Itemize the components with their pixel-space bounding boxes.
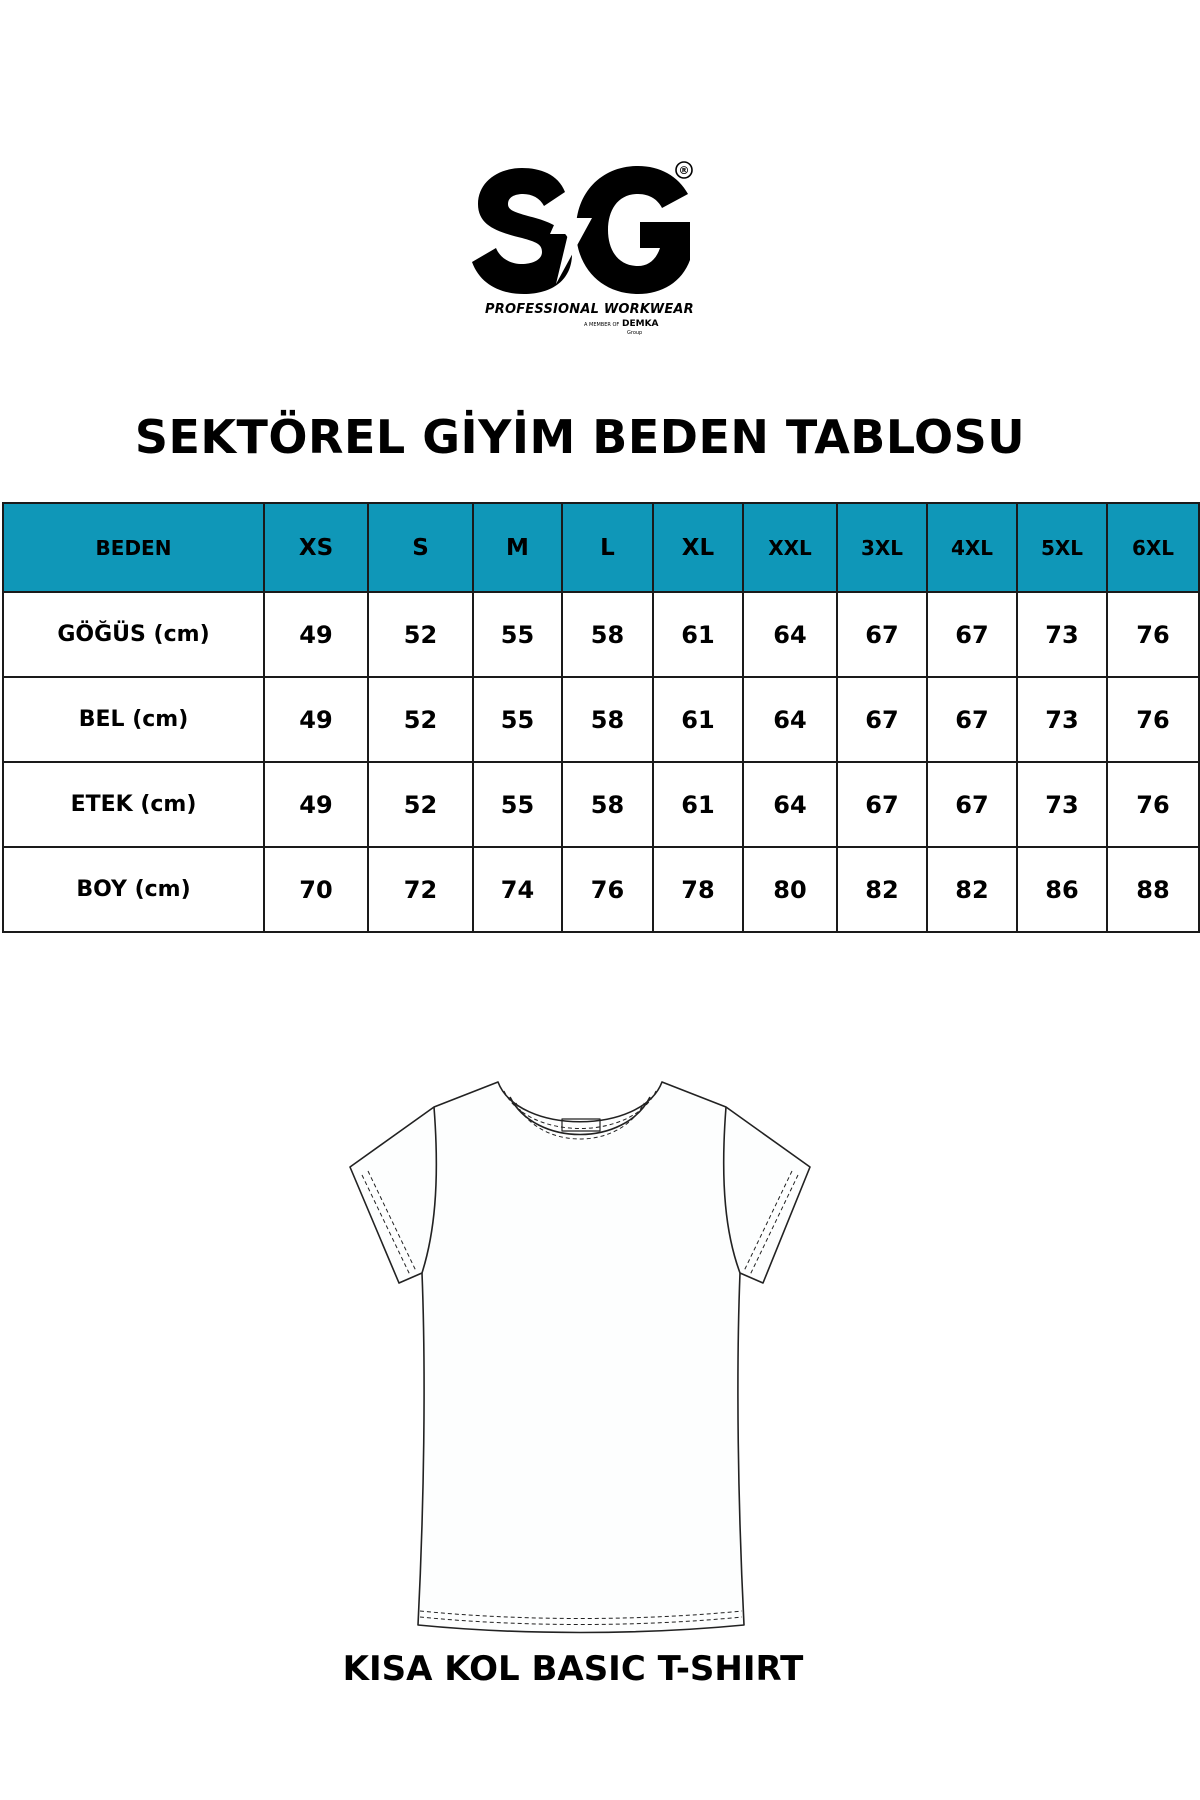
table-row-etek (3, 762, 1199, 847)
table-cell: 67 (927, 677, 1017, 762)
table-cell: 55 (473, 762, 562, 847)
table-cell: 58 (562, 592, 653, 677)
table-cell: 49 (264, 762, 368, 847)
table-row-boy (3, 847, 1199, 932)
brand-member-text: A MEMBER OF (584, 322, 620, 328)
size-header-cell: 3XL (837, 503, 927, 592)
table-cell: 76 (562, 847, 653, 932)
table-cell: 76 (1107, 677, 1199, 762)
table-cell: 76 (1107, 762, 1199, 847)
header-label-cell: BEDEN (3, 503, 264, 592)
brand-logo (470, 160, 700, 340)
table-cell: 64 (743, 592, 837, 677)
table-cell: 67 (837, 592, 927, 677)
sg-logo-mark (470, 160, 700, 300)
table-cell: 86 (1017, 847, 1107, 932)
brand-group-suffix: Group (627, 330, 643, 336)
table-cell: 49 (264, 592, 368, 677)
table-cell: 73 (1017, 592, 1107, 677)
t-shirt-illustration (340, 1075, 820, 1635)
table-cell: 67 (927, 762, 1017, 847)
table-cell: 58 (562, 677, 653, 762)
table-cell: 74 (473, 847, 562, 932)
table-cell: 82 (837, 847, 927, 932)
table-cell: 72 (368, 847, 473, 932)
table-cell: 67 (837, 762, 927, 847)
table-cell: 55 (473, 677, 562, 762)
table-row-gogus (3, 592, 1199, 677)
size-header-cell: XXL (743, 503, 837, 592)
size-header-cell: 4XL (927, 503, 1017, 592)
table-cell: 61 (653, 762, 743, 847)
table-cell: 70 (264, 847, 368, 932)
row-label: ETEK (cm) (3, 762, 264, 847)
size-header-cell: 6XL (1107, 503, 1199, 592)
table-cell: 78 (653, 847, 743, 932)
size-header-cell: 5XL (1017, 503, 1107, 592)
table-cell: 55 (473, 592, 562, 677)
table-cell: 64 (743, 762, 837, 847)
size-header-cell: S (368, 503, 473, 592)
table-cell: 73 (1017, 677, 1107, 762)
table-row-bel (3, 677, 1199, 762)
table-cell: 73 (1017, 762, 1107, 847)
table-cell: 58 (562, 762, 653, 847)
page-title: SEKTÖREL GİYİM BEDEN TABLOSU (134, 410, 1026, 464)
brand-tagline: PROFESSIONAL WORKWEAR (485, 302, 694, 317)
size-header-cell: XL (653, 503, 743, 592)
table-cell: 76 (1107, 592, 1199, 677)
table-cell: 67 (837, 677, 927, 762)
size-header-row (3, 503, 1199, 592)
table-cell: 61 (653, 592, 743, 677)
table-cell: 80 (743, 847, 837, 932)
brand-group-name: DEMKA (622, 319, 659, 329)
table-cell: 61 (653, 677, 743, 762)
product-name: KISA KOL BASIC T-SHIRT (342, 1649, 804, 1689)
table-cell: 52 (368, 762, 473, 847)
table-cell: 52 (368, 592, 473, 677)
table-cell: 49 (264, 677, 368, 762)
table-cell: 52 (368, 677, 473, 762)
row-label: BEL (cm) (3, 677, 264, 762)
size-header-cell: L (562, 503, 653, 592)
table-cell: 82 (927, 847, 1017, 932)
size-header-cell: M (473, 503, 562, 592)
row-label: GÖĞÜS (cm) (3, 592, 264, 677)
table-cell: 64 (743, 677, 837, 762)
row-label: BOY (cm) (3, 847, 264, 932)
size-header-cell: XS (264, 503, 368, 592)
size-chart-table (2, 502, 1200, 933)
registered-mark: ® (678, 164, 690, 177)
table-cell: 88 (1107, 847, 1199, 932)
table-cell: 67 (927, 592, 1017, 677)
